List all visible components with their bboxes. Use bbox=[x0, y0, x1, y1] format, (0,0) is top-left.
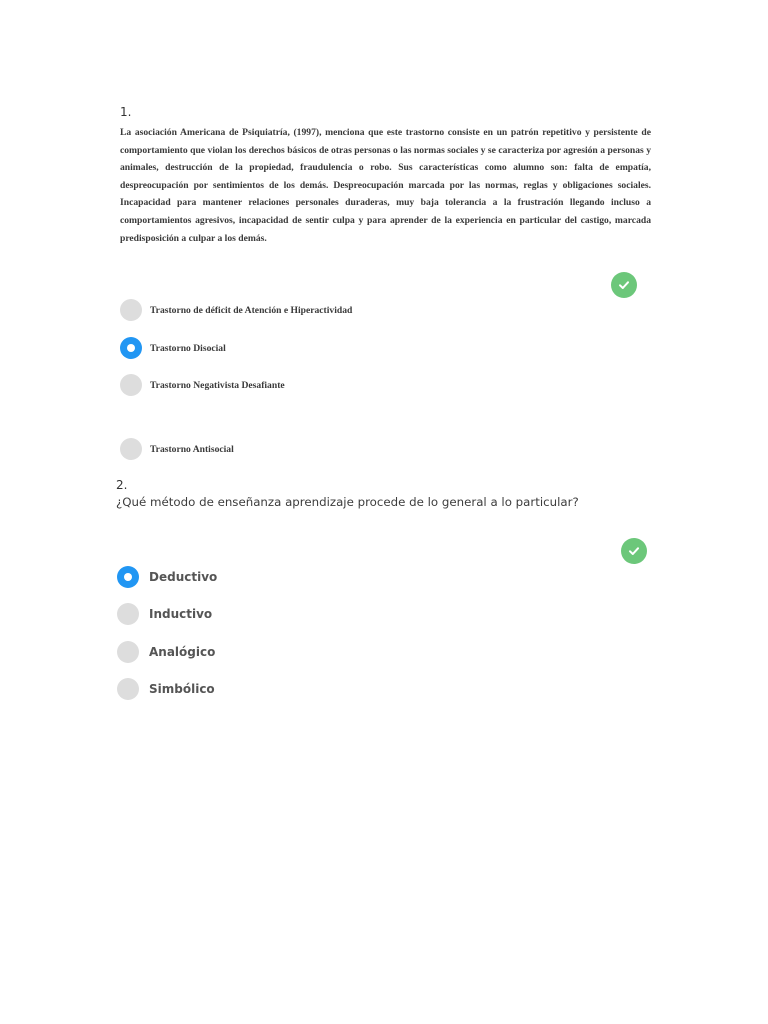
q1-option-4[interactable] bbox=[120, 438, 234, 460]
check-circle-icon bbox=[621, 538, 647, 564]
q2-option-2[interactable] bbox=[117, 603, 212, 625]
option-label: Deductivo bbox=[149, 570, 218, 584]
option-label: Trastorno Disocial bbox=[150, 342, 226, 354]
radio-button[interactable] bbox=[120, 438, 142, 460]
question-1-number: 1. bbox=[120, 105, 132, 119]
radio-button[interactable] bbox=[117, 641, 139, 663]
q1-option-1[interactable] bbox=[120, 299, 352, 321]
radio-button-selected[interactable] bbox=[117, 566, 139, 588]
q2-option-4[interactable] bbox=[117, 678, 215, 700]
radio-button[interactable] bbox=[120, 374, 142, 396]
question-2-text: ¿Qué método de enseñanza aprendizaje procede de lo general a lo particular? bbox=[116, 495, 579, 509]
radio-button[interactable] bbox=[117, 603, 139, 625]
radio-button[interactable] bbox=[117, 678, 139, 700]
option-label: Analógico bbox=[149, 645, 216, 659]
option-label: Simbólico bbox=[149, 682, 215, 696]
radio-button[interactable] bbox=[120, 299, 142, 321]
check-icon bbox=[628, 545, 640, 557]
option-label: Inductivo bbox=[149, 607, 213, 621]
option-label: Trastorno Negativista Desafiante bbox=[150, 379, 285, 391]
q1-option-3[interactable] bbox=[120, 374, 285, 396]
q2-option-3[interactable] bbox=[117, 641, 215, 663]
check-icon bbox=[618, 279, 630, 291]
check-circle-icon bbox=[611, 272, 637, 298]
option-label: Trastorno de déficit de Atención e Hiperactividad bbox=[150, 304, 353, 316]
question-1-text: La asociación Americana de Psiquiatría, (1997), menciona que este trastorno consiste en un patrón repetitivo y persistente de comportamiento que violan los derechos básicos de otras personas o las normas sociales y se caracteriza por agresión a personas y animales, destrucción de la propiedad, fraudulencia o robo. Sus características como alumno son: falta de empatía, despreocupación por sentimientos de los demás. Despreocupación marcada por las normas, reglas y obligaciones sociales. Incapacidad para mantener relaciones personales duraderas, muy baja tolerancia a la frustración llegando incluso a comportamientos agresivos, incapacidad de sentir culpa y para aprender de la experiencia en particular del castigo, marcada predisposición a culpar a los demás. bbox=[120, 127, 651, 244]
q2-option-1[interactable] bbox=[117, 566, 217, 588]
q1-option-2[interactable] bbox=[120, 337, 226, 359]
option-label: Trastorno Antisocial bbox=[150, 443, 234, 455]
radio-button-selected[interactable] bbox=[120, 337, 142, 359]
question-2-number: 2. bbox=[116, 478, 128, 492]
